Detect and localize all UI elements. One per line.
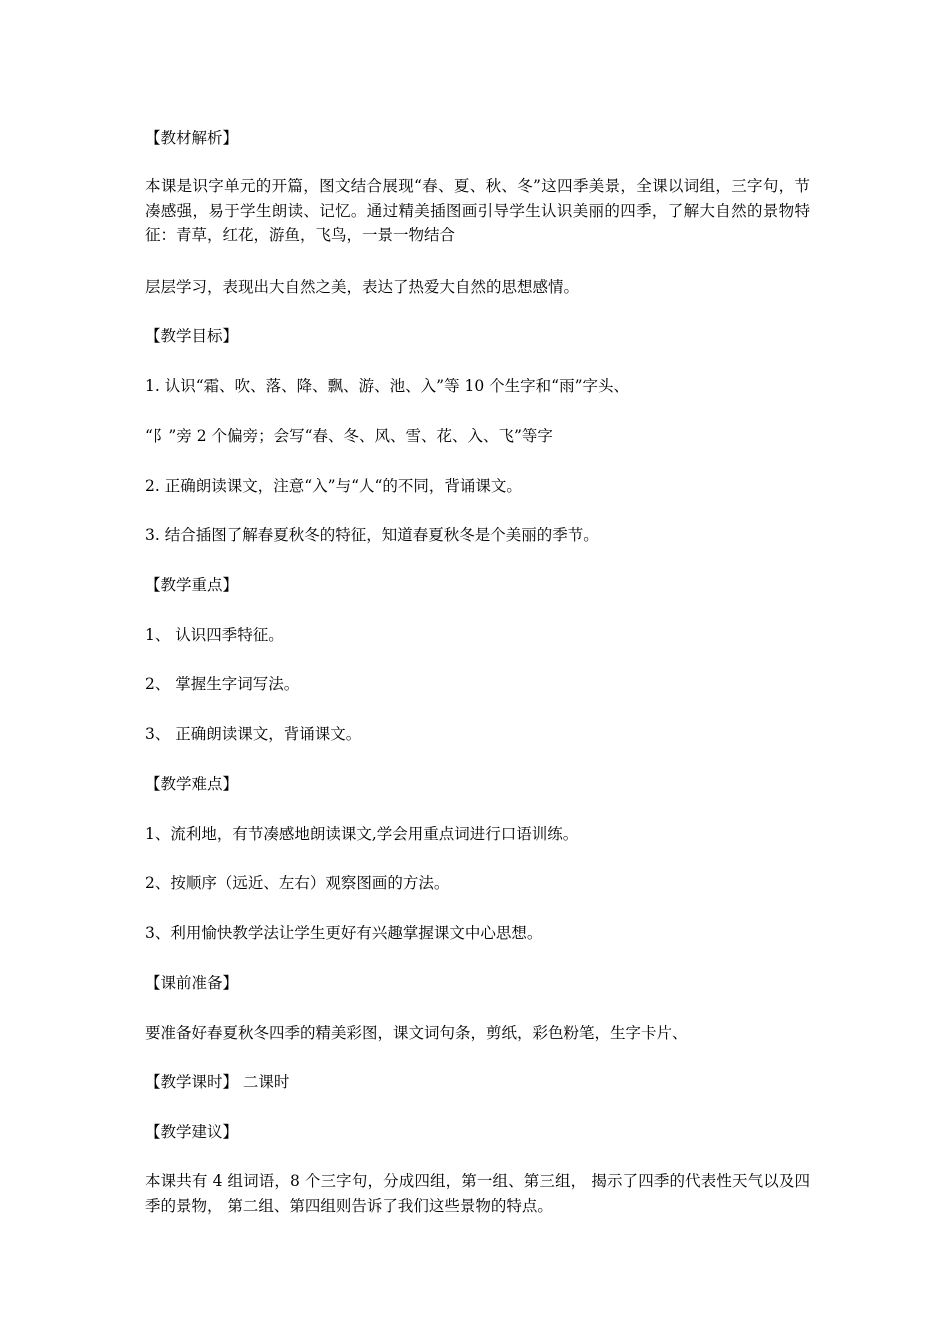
goal-2: 2. 正确朗读课文，注意“入”与“人“的不同，背诵课文。 — [145, 477, 522, 495]
key-point-3: 3、 正确朗读课文，背诵课文。 — [145, 725, 362, 743]
difficult-point-1: 1、流利地，有节凑感地朗读课文,学会用重点词进行口语训练。 — [145, 825, 579, 843]
key-points-heading: 【教学重点】 — [145, 576, 239, 594]
analysis-paragraph-continued: 层层学习，表现出大自然之美，表达了热爱大自然的思想感情。 — [145, 278, 580, 296]
goals-heading: 【教学目标】 — [145, 327, 239, 345]
goal-1-line-b: “阝”旁 2 个偏旁；会写“春、冬、风、雪、花、入、飞”等字 — [145, 427, 553, 445]
advice-heading: 【教学建议】 — [145, 1123, 239, 1141]
advice-paragraph: 本课共有 4 组词语，8 个三字句，分成四组，第一组、第三组， 揭示了四季的代表性天气以及四季的景物， 第二组、第四组则告诉了我们这些景物的特点。 — [145, 1172, 810, 1215]
difficult-points-heading: 【教学难点】 — [145, 775, 239, 793]
key-point-1: 1、 认识四季特征。 — [145, 626, 284, 644]
analysis-paragraph: 本课是识字单元的开篇，图文结合展现“春、夏、秋、冬”这四季美景，全课以词组，三字句，节凑感强，易于学生朗读、记忆。通过精美插图画引导学生认识美丽的四季，了解大自然的景物特征：青草，红花，游鱼，飞鸟，一景一物结合 — [145, 177, 810, 244]
preparation-heading: 【课前准备】 — [145, 974, 239, 992]
class-hours: 【教学课时】 二课时 — [145, 1073, 290, 1091]
key-point-2: 2、 掌握生字词写法。 — [145, 675, 300, 693]
difficult-point-2: 2、按顺序（远近、左右）观察图画的方法。 — [145, 874, 450, 892]
goal-1-line-a: 1. 认识“霜、吹、落、降、飘、游、池、入”等 10 个生字和“雨”字头、 — [145, 377, 629, 395]
analysis-heading: 【教材解析】 — [145, 129, 239, 147]
preparation-text: 要准备好春夏秋冬四季的精美彩图，课文词句条，剪纸，彩色粉笔，生字卡片、 — [145, 1024, 688, 1042]
difficult-point-3: 3、利用愉快教学法让学生更好有兴趣掌握课文中心思想。 — [145, 924, 543, 942]
goal-3: 3. 结合插图了解春夏秋冬的特征，知道春夏秋冬是个美丽的季节。 — [145, 526, 599, 544]
